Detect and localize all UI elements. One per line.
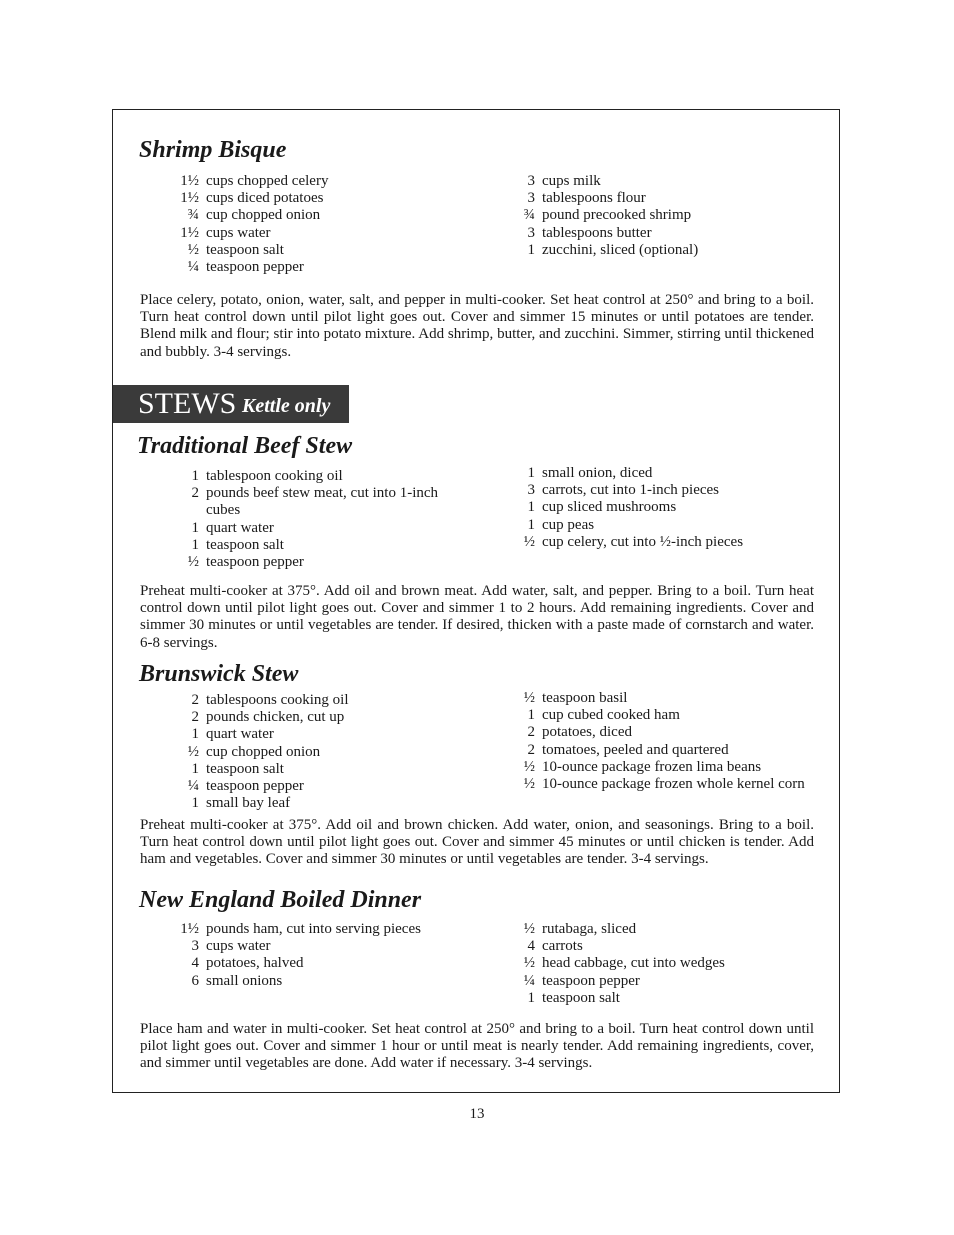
ingredient-quantity: ½ — [523, 921, 535, 937]
ingredient-quantity: ½ — [523, 758, 535, 775]
ingredient-text: cups chopped celery — [206, 173, 329, 189]
ingredient-quantity: 2 — [191, 709, 199, 726]
ingredient-row — [147, 726, 349, 743]
ingredient-text: zucchini, sliced (optional) — [542, 241, 699, 258]
ingredient-row — [147, 485, 456, 519]
ingredient-quantity: 4 — [527, 938, 535, 955]
ingredient-row — [509, 990, 725, 1007]
ingredient-quantity: 1 — [527, 465, 535, 481]
ingredient-row — [509, 724, 805, 741]
ingredient-text: head cabbage, cut into wedges — [542, 955, 725, 972]
ingredient-quantity: ½ — [187, 554, 199, 571]
ingredient-text: tablespoon cooking oil — [206, 468, 343, 484]
ingredient-quantity: 1½ — [180, 190, 199, 207]
section-heading: STEWS — [138, 387, 237, 420]
ingredient-row — [509, 465, 743, 482]
ingredient-text: teaspoon salt — [206, 760, 284, 777]
ingredient-row — [509, 973, 725, 990]
ingredient-quantity: 3 — [527, 482, 535, 499]
recipe-instructions: Preheat multi-cooker at 375°. Add oil and brown chicken. Add water, onion, and seasonings. Bring to a boil. Turn heat control down until pilot light goes out. Cover and simmer 45 minutes or until chicken is tender. Add ham and vegetables. Cover and simmer 30 minutes or until vegetables are tender. 3-4 servings. — [140, 817, 814, 868]
ingredient-row — [147, 938, 421, 955]
ingredient-quantity: ½ — [523, 955, 535, 972]
ingredient-quantity: 1½ — [180, 224, 199, 241]
ingredient-row — [509, 690, 805, 707]
ingredient-row — [147, 173, 328, 190]
ingredient-quantity: 4 — [191, 955, 199, 972]
ingredient-quantity: ½ — [187, 743, 199, 760]
ingredient-row — [147, 242, 328, 259]
ingredient-quantity: ¼ — [523, 972, 535, 989]
ingredient-quantity: 1 — [191, 468, 199, 484]
recipe-title-beef-stew: Traditional Beef Stew — [137, 433, 353, 459]
ingredient-quantity: 2 — [527, 741, 535, 758]
ingredient-row — [509, 921, 725, 938]
ingredient-text: teaspoon pepper — [542, 972, 640, 989]
ingredient-quantity: ½ — [523, 690, 535, 706]
ingredient-quantity: ¼ — [187, 259, 199, 276]
ingredient-text: teaspoon salt — [542, 989, 620, 1006]
ingredient-row — [509, 207, 698, 224]
ingredient-text: tablespoons flour — [542, 190, 646, 207]
ingredient-quantity: 1 — [527, 499, 535, 516]
ingredient-quantity: 1 — [527, 707, 535, 724]
ingredient-text: cup chopped onion — [206, 743, 321, 760]
page-number: 13 — [469, 1106, 485, 1122]
ingredient-text: cup cubed cooked ham — [542, 707, 680, 724]
ingredient-text: teaspoon pepper — [206, 259, 304, 276]
ingredient-text: cup peas — [542, 516, 595, 533]
ingredients-right — [509, 690, 805, 793]
ingredient-text: teaspoon basil — [542, 690, 628, 706]
ingredient-row — [147, 554, 456, 571]
ingredient-quantity: 1 — [527, 989, 535, 1006]
ingredient-row — [147, 259, 328, 276]
ingredient-row — [509, 742, 805, 759]
ingredient-quantity: ¾ — [523, 207, 535, 224]
ingredient-row — [509, 482, 743, 499]
recipe-instructions: Preheat multi-cooker at 375°. Add oil and brown meat. Add water, salt, and pepper. Bring to a boil. Turn heat control down until pilot light goes out. Cover and simmer 1 to 2 hours. Add remaining ingredients. Cover and simmer 30 minutes or until vegetables are tender. If desired, thicken with a paste made of cornstarch and water. 6-8 servings. — [140, 583, 814, 651]
ingredient-row — [147, 225, 328, 242]
ingredient-quantity: 1 — [191, 536, 199, 553]
ingredient-quantity: 1 — [191, 760, 199, 777]
ingredient-text: 10-ounce package frozen lima beans — [542, 758, 762, 775]
ingredient-row — [147, 761, 349, 778]
ingredient-text: teaspoon salt — [206, 241, 284, 258]
ingredient-row — [509, 759, 805, 776]
ingredient-quantity: 3 — [527, 224, 535, 241]
ingredient-text: potatoes, diced — [542, 724, 632, 741]
ingredient-quantity: 2 — [191, 485, 199, 502]
ingredient-text: pound precooked shrimp — [542, 207, 692, 224]
ingredient-text: cups water — [206, 938, 271, 955]
ingredients-right — [509, 465, 743, 551]
ingredient-quantity: 1 — [191, 795, 199, 812]
ingredients-left — [147, 692, 349, 812]
recipe-title-boiled-dinner: New England Boiled Dinner — [139, 887, 422, 913]
ingredient-row — [147, 955, 421, 972]
ingredient-text: rutabaga, sliced — [542, 921, 637, 937]
ingredient-row — [509, 242, 698, 259]
ingredient-text: pounds ham, cut into serving pieces — [206, 921, 421, 937]
ingredient-row — [509, 225, 698, 242]
ingredient-quantity: 3 — [527, 173, 535, 189]
ingredient-text: cups diced potatoes — [206, 190, 324, 207]
ingredient-row — [147, 744, 349, 761]
ingredient-row — [147, 795, 349, 812]
ingredient-text: cup chopped onion — [206, 207, 321, 224]
ingredient-quantity: 6 — [191, 972, 199, 989]
ingredient-row — [147, 537, 456, 554]
ingredient-text: cups milk — [542, 173, 601, 189]
ingredient-row — [147, 921, 421, 938]
ingredient-quantity: 1 — [527, 241, 535, 258]
ingredient-row — [509, 707, 805, 724]
ingredient-row — [147, 778, 349, 795]
ingredient-quantity: 1 — [191, 519, 199, 536]
ingredient-row — [509, 173, 698, 190]
ingredient-row — [509, 499, 743, 516]
recipe-title-brunswick-stew: Brunswick Stew — [139, 661, 299, 687]
ingredient-text: 10-ounce package frozen whole kernel corn — [542, 776, 805, 793]
ingredients-left — [147, 468, 456, 571]
ingredient-text: small bay leaf — [206, 795, 291, 812]
ingredient-row — [509, 534, 743, 551]
ingredient-row — [147, 692, 349, 709]
ingredients-left — [147, 173, 328, 276]
ingredient-quantity: 2 — [527, 724, 535, 741]
ingredient-text: teaspoon pepper — [206, 554, 304, 571]
ingredient-quantity: 1½ — [180, 921, 199, 937]
ingredient-quantity: 2 — [191, 692, 199, 708]
ingredients-left — [147, 921, 421, 990]
ingredients-right — [509, 921, 725, 1007]
ingredient-quantity: ½ — [187, 241, 199, 258]
ingredient-row — [147, 709, 349, 726]
recipe-instructions: Place ham and water in multi-cooker. Set heat control at 250° and bring to a boil. Turn heat control down until pilot light goes out. Cover and simmer 1 hour or until meat is nearly tender. Add remaining ingredients, cover, and simmer until vegetables are done. Add water if necessary. 3-4 servings. — [140, 1021, 814, 1072]
ingredient-row — [509, 938, 725, 955]
ingredient-text: potatoes, halved — [206, 955, 304, 972]
ingredient-quantity: 1 — [191, 726, 199, 743]
ingredient-quantity: ¼ — [187, 778, 199, 795]
ingredient-row — [509, 776, 805, 793]
ingredient-text: tomatoes, peeled and quartered — [542, 741, 729, 758]
ingredients-right — [509, 173, 698, 259]
ingredient-row — [509, 517, 743, 534]
ingredient-text: small onions — [206, 972, 283, 989]
ingredient-row — [509, 190, 698, 207]
ingredient-text: carrots — [542, 938, 583, 955]
ingredient-text: pounds chicken, cut up — [206, 709, 345, 726]
section-banner — [113, 385, 349, 423]
ingredient-text: quart water — [206, 519, 274, 536]
ingredient-text: cup sliced mushrooms — [542, 499, 677, 516]
ingredient-row — [147, 468, 456, 485]
ingredient-text: tablespoons cooking oil — [206, 692, 349, 708]
recipe-title-shrimp-bisque: Shrimp Bisque — [139, 137, 287, 163]
ingredient-text: cups water — [206, 224, 271, 241]
ingredient-row — [147, 520, 456, 537]
ingredient-quantity: 1½ — [180, 173, 199, 189]
ingredient-quantity: ½ — [523, 776, 535, 793]
ingredient-quantity: 3 — [527, 190, 535, 207]
section-subheading: Kettle only — [242, 395, 331, 417]
recipe-instructions: Place celery, potato, onion, water, salt, and pepper in multi-cooker. Set heat control at 250° and bring to a boil. Turn heat control down until pilot light goes out. Cover and simmer 15 minutes or until potatoes are tender. Blend milk and flour; stir into potato mixture. Add shrimp, butter, and zucchini. Simmer, stirring until thickened and bubbly. 3-4 servings. — [140, 292, 814, 360]
ingredient-row — [147, 973, 421, 990]
ingredient-row — [147, 207, 328, 224]
ingredient-row — [147, 190, 328, 207]
ingredient-text: quart water — [206, 726, 274, 743]
ingredient-quantity: ¾ — [187, 207, 199, 224]
ingredient-text: tablespoons butter — [542, 224, 652, 241]
ingredient-text: carrots, cut into 1-inch pieces — [542, 482, 720, 499]
ingredient-quantity: 3 — [191, 938, 199, 955]
ingredient-text: teaspoon pepper — [206, 778, 304, 795]
ingredient-text: cup celery, cut into ½-inch pieces — [542, 533, 744, 550]
ingredient-text: small onion, diced — [542, 465, 653, 481]
ingredient-text: teaspoon salt — [206, 536, 284, 553]
ingredient-row — [509, 955, 725, 972]
ingredient-quantity: ½ — [523, 533, 535, 550]
ingredient-quantity: 1 — [527, 516, 535, 533]
ingredient-text: pounds beef stew meat, cut into 1-inch cubes — [206, 485, 439, 519]
